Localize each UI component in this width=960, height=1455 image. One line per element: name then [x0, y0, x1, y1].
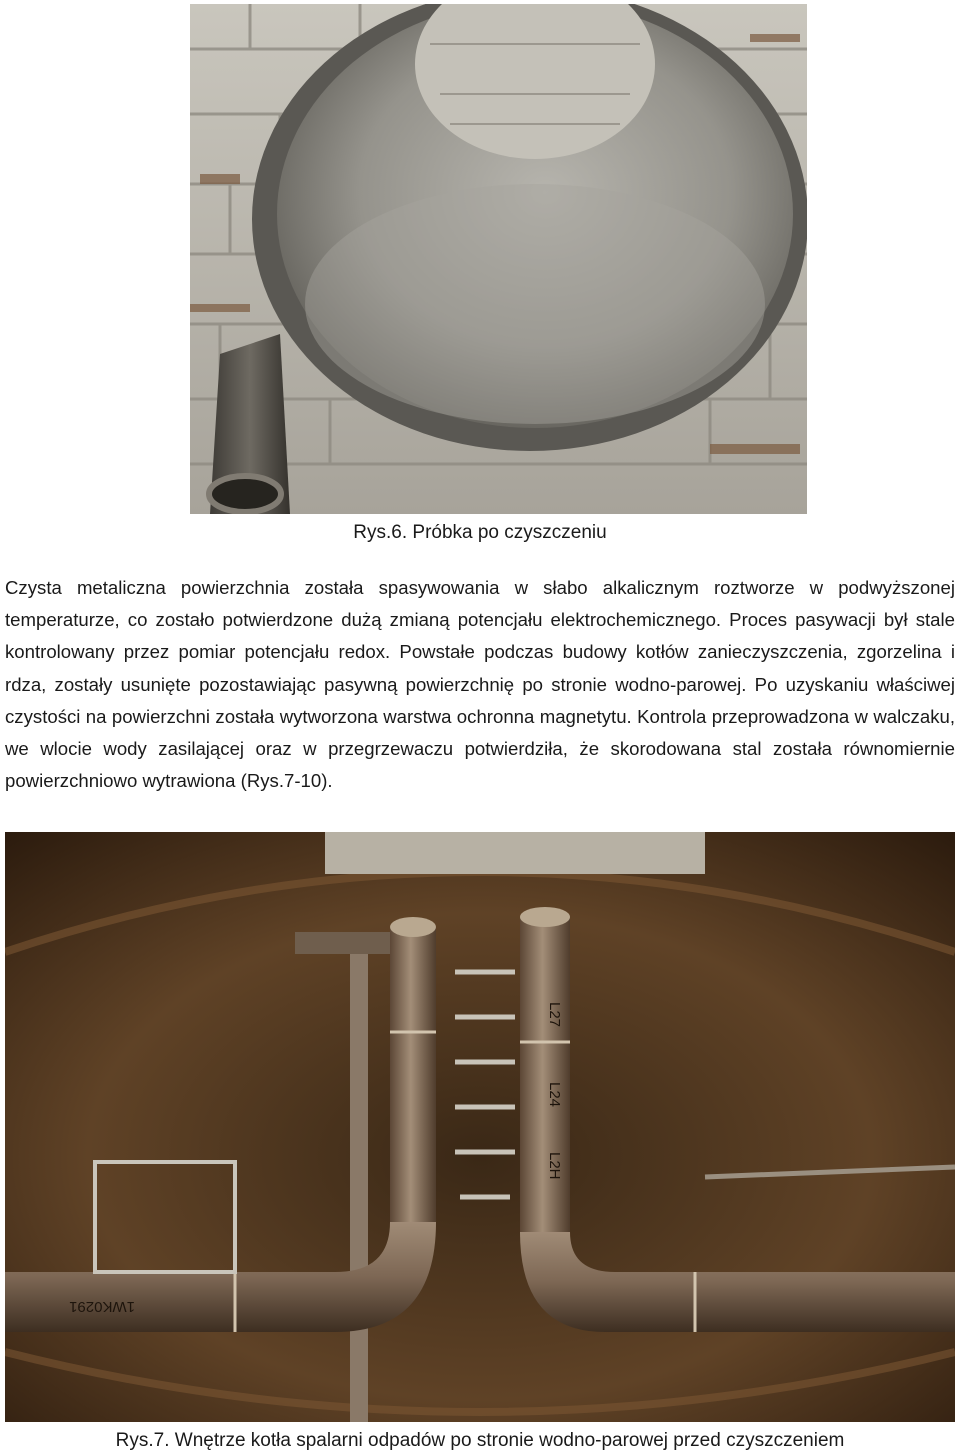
pipe-mark-3: L2H — [546, 1152, 563, 1180]
figure-6-caption: Rys.6. Próbka po czyszczeniu — [353, 522, 607, 543]
boiler-interior-image — [5, 832, 955, 1422]
pipe-mark-2: L24 — [546, 1082, 563, 1108]
body-paragraph: Czysta metaliczna powierzchnia została spasywowania w słabo alkalicznym roztworze w podwyższonej temperaturze, co zostało potwierdzone dużą zmianą potencjału elektrochemicznego. Proces pasywacji był stale kontrolowany przez pomiar potencjału redox. Powstałe podczas budowy kotłów zanieczyszczenia, zgorzelina i rdza, zostały usunięte pozostawiając pasywną powierzchnię po stronie wodno-parowej. Po uzyskaniu właściwej czystości na powierzchni została wytworzona warstwa ochronna magnetytu. Kontrola przeprowadzona w walczaku, we wlocie wody zasilającej oraz w przegrzewaczu potwierdziła, że skorodowana stal została równomiernie powierzchniowo wytrawiona (Rys.7-10). — [5, 577, 955, 792]
cleaned-pipe-sample-image — [190, 4, 807, 514]
pipe-mark-1: L27 — [546, 1002, 563, 1028]
figure-7-caption: Rys.7. Wnętrze kotła spalarni odpadów po stronie wodno-parowej przed czyszczeniem — [115, 1430, 845, 1451]
figure-7-photo — [5, 832, 955, 1422]
figure-6-photo — [190, 4, 807, 514]
pipe-mark-4: 1WK0291 — [69, 1298, 135, 1315]
